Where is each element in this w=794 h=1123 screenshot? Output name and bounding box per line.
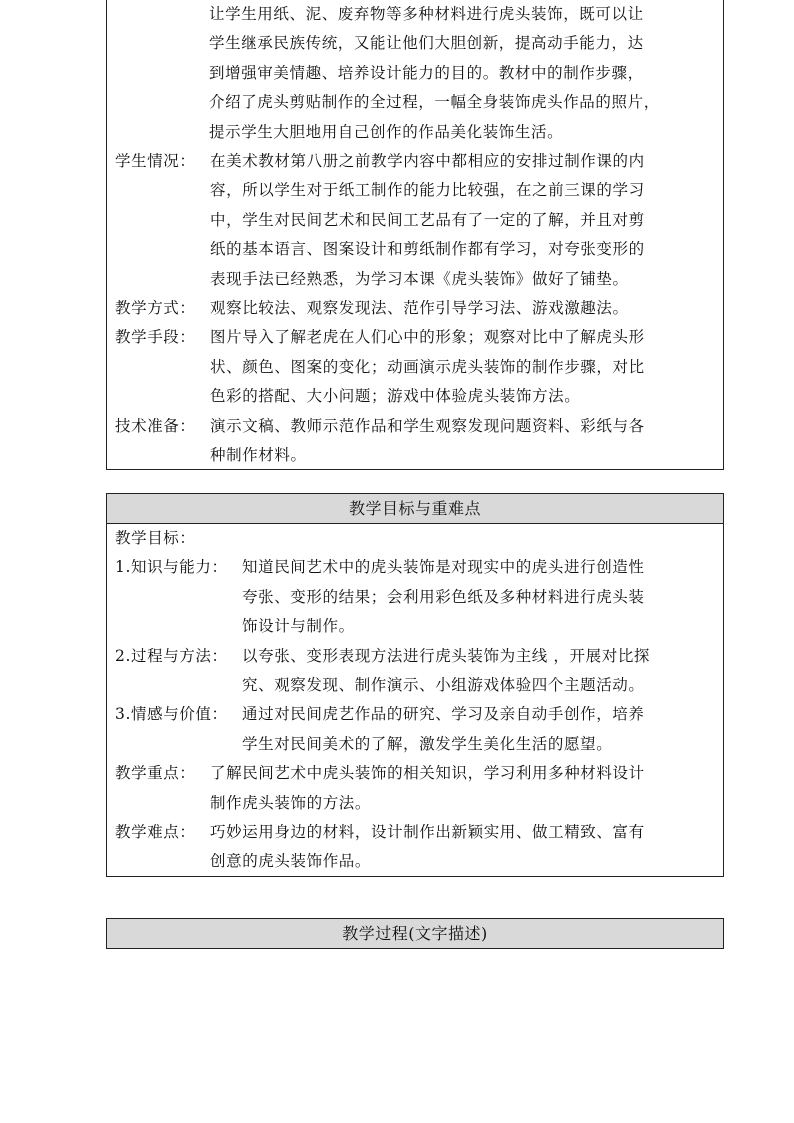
teaching-means-label: 教学手段： (115, 328, 196, 347)
process-header: 教学过程(文字描述) (107, 919, 723, 948)
teaching-means-line: 色彩的搭配、大小问题；游戏中体验虎头装饰方法。 (210, 387, 581, 406)
teaching-means-line: 状、颜色、图案的变化；动画演示虎头装饰的制作步骤，对比 (210, 357, 645, 376)
goal-emotion-line: 通过对民间虎艺作品的研究、学习及亲自动手创作，培养 (242, 705, 645, 724)
goal-emotion (115, 700, 715, 759)
goal-process (115, 642, 715, 701)
teaching-means (115, 323, 715, 411)
goal-knowledge-line: 知道民间艺术中的虎头装饰是对现实中的虎头进行创造性 (242, 558, 645, 577)
goal-knowledge-label: 1.知识与能力： (115, 558, 228, 577)
difficulty-line: 巧妙运用身边的材料，设计制作出新颖实用、做工精致、富有 (210, 823, 645, 842)
student-line: 纸的基本语言、图案设计和剪纸制作都有学习，对夸张变形的 (210, 240, 645, 259)
difficulty-line: 创意的虎头装饰作品。 (210, 852, 372, 871)
lesson-analysis-content (107, 0, 723, 471)
teaching-method-label: 教学方式： (115, 299, 196, 318)
tech-preparation (115, 412, 715, 471)
goal-process-line: 以夸张、变形表现方法进行虎头装饰为主线 ，开展对比探 (242, 646, 651, 665)
tech-preparation-line: 种制作材料。 (210, 446, 307, 465)
goal-knowledge-line: 夸张、变形的结果；会利用彩色纸及多种材料进行虎头装 (242, 587, 645, 606)
difficulty-label: 教学难点： (115, 823, 196, 842)
objectives-box (106, 493, 724, 877)
objectives-header: 教学目标与重难点 (107, 494, 723, 524)
objectives-content (107, 524, 723, 877)
student-line: 容，所以学生对于纸工制作的能力比较强，在之前三课的学习 (210, 181, 645, 200)
student-line: 表现手法已经熟悉，为学习本课《虎头装饰》做好了铺垫。 (210, 269, 629, 288)
tech-preparation-line: 演示文稿、教师示范作品和学生观察发现问题资料、彩纸与各 (210, 416, 645, 435)
intro-line: 提示学生大胆地用自己创作的作品美化装饰生活。 (209, 122, 564, 141)
teaching-method-line: 观察比较法、观察发现法、范作引导学习法、游戏激趣法。 (210, 299, 629, 318)
student-situation-label: 学生情况： (115, 152, 196, 171)
key-point-line: 制作虎头装饰的方法。 (210, 793, 372, 812)
goal-emotion-line: 学生对民间美术的了解，激发学生美化生活的愿望。 (242, 734, 613, 753)
teaching-means-line: 图片导入了解老虎在人们心中的形象；观察对比中了解虎头形 (210, 328, 645, 347)
goal-emotion-label: 3.情感与价值： (115, 705, 228, 724)
intro-line: 学生继承民族传统，又能让他们大胆创新，提高动手能力，达 (209, 34, 644, 53)
lesson-analysis-box (106, 0, 724, 470)
process-box (106, 918, 724, 949)
goal-title: 教学目标： (115, 529, 196, 547)
key-point-line: 了解民间艺术中虎头装饰的相关知识，学习利用多种材料设计 (210, 764, 645, 783)
student-situation (115, 147, 715, 294)
key-point-label: 教学重点： (115, 764, 196, 783)
intro-line: 介绍了虎头剪贴制作的全过程，一幅全身装饰虎头作品的照片， (209, 93, 660, 112)
difficulty (115, 818, 715, 877)
intro-line: 让学生用纸、泥、废弃物等多种材料进行虎头装饰，既可以让 (209, 5, 644, 23)
goal-knowledge (115, 553, 715, 641)
key-point (115, 759, 715, 818)
intro-paragraph (115, 0, 715, 147)
student-line: 在美术教材第八册之前教学内容中都相应的安排过制作课的内 (210, 152, 645, 171)
teaching-method (115, 294, 715, 323)
student-line: 中，学生对民间艺术和民间工艺品有了一定的了解，并且对剪 (210, 210, 645, 229)
goal-knowledge-line: 饰设计与制作。 (242, 617, 355, 636)
tech-preparation-label: 技术准备： (115, 416, 196, 435)
intro-line: 到增强审美情趣、培养设计能力的目的。教材中的制作步骤， (209, 63, 644, 82)
goal-process-label: 2.过程与方法： (115, 646, 228, 665)
goal-process-line: 究、观察发现、制作演示、小组游戏体验四个主题活动。 (242, 676, 645, 695)
